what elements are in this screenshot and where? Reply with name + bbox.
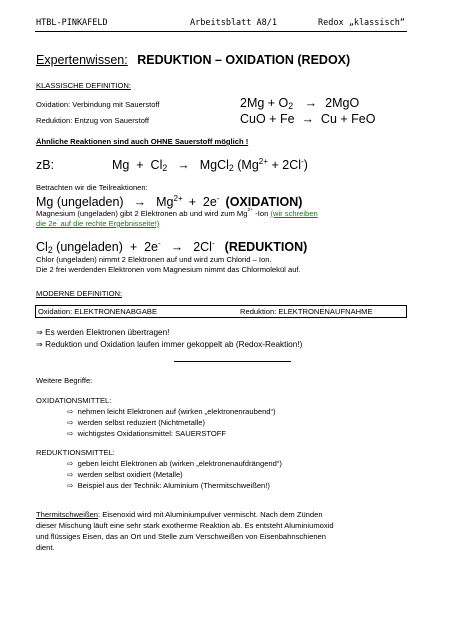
header-rule	[35, 31, 407, 32]
classic-ox-equation: $2Mg + O_2 \to 2MgO$	[240, 96, 360, 111]
partial-intro: Betrachten wir die Teilreaktionen:	[36, 183, 148, 192]
zb-label: zB:	[36, 158, 55, 172]
classic-red-label: Reduktion: Entzug von Sauerstoff	[36, 116, 149, 125]
modern-heading: MODERNE DEFINITION:	[36, 289, 123, 298]
separator-line	[174, 361, 291, 362]
bullet-arrow-icon: ⇨	[67, 418, 74, 427]
redmittel-heading: REDUKTIONSMITTEL:	[36, 448, 115, 457]
title-main: REDUKTION – OXIDATION (REDOX)	[137, 53, 351, 67]
bullet-arrow-icon: ⇨	[67, 470, 74, 479]
header-school: HTBL-PINKAFELD	[36, 18, 108, 28]
implies-icon: ⇒	[36, 340, 43, 349]
partial-ox-text-1: Magnesium (ungeladen) gibt 2 Elektronen ab und wird zum $Mg^{2+}$ -Ion (wir schreiben	[36, 208, 318, 218]
bullet-arrow-icon: ⇨	[67, 407, 74, 416]
thermit-line-2: dieser Mischung läuft eine sehr stark exotherme Reaktion ab. Es entsteht Aluminiumoxid	[36, 521, 334, 530]
oxmittel-item: ⇨ werden selbst reduziert (Nichtmetalle)	[67, 418, 206, 427]
header-sheet: Arbeitsblatt A8/1	[190, 18, 277, 28]
implies-icon: ⇒	[36, 328, 43, 337]
bullet-arrow-icon: ⇨	[67, 459, 74, 468]
classic-heading: KLASSISCHE DEFINITION:	[36, 81, 131, 90]
oxmittel-heading: OXIDATIONSMITTEL:	[36, 396, 112, 405]
zb-equation: $Mg + Cl_2$ → MgCl$_2$ $(Mg^{2+} + 2Cl^-)$	[112, 157, 308, 173]
modern-point-1: ⇒ Es werden Elektronen übertragen!	[36, 328, 170, 337]
page-title	[36, 53, 350, 67]
redmittel-item: ⇨ werden selbst oxidiert (Metalle)	[67, 470, 183, 479]
oxmittel-item: ⇨ wichtigstes Oxidationsmittel: SAUERSTOFF	[67, 429, 227, 438]
partial-red-text-2: Die 2 frei werdenden Elektronen vom Magnesium nimmt das Chlormolekül auf.	[36, 265, 301, 274]
redmittel-item: ⇨ Beispiel aus der Technik: Aluminium (Thermitschweißen!)	[67, 481, 270, 490]
bullet-arrow-icon: ⇨	[67, 481, 74, 490]
thermit-line-4: dient.	[36, 543, 55, 552]
title-prefix: Expertenwissen:	[36, 53, 128, 67]
redmittel-item: ⇨ geben leicht Elektronen ab (wirken „elektronenaufdrängend“)	[67, 459, 282, 468]
classic-ox-label: Oxidation: Verbindung mit Sauerstoff	[36, 100, 160, 109]
partial-ox-text-2: die 2e- auf die rechte Ergebnisseite!)	[36, 218, 160, 228]
further-heading: Weitere Begriffe:	[36, 376, 93, 385]
partial-red-text-1: Chlor (ungeladen) nimmt 2 Elektronen auf und wird zum Chlorid – Ion.	[36, 255, 272, 264]
modern-point-2: ⇒ Reduktion und Oxidation laufen immer gekoppelt ab (Redox-Reaktion!)	[36, 340, 303, 349]
modern-definition-box	[35, 305, 407, 318]
partial-red-equation: $Cl_2$ (ungeladen) + 2e- → 2Cl- (REDUKTION)	[36, 239, 308, 255]
bullet-arrow-icon: ⇨	[67, 429, 74, 438]
note-without-oxygen: Ähnliche Reaktionen sind auch OHNE Sauerstoff möglich !	[36, 137, 249, 146]
header-topic: Redox „klassisch“	[318, 18, 405, 28]
modern-red: Reduktion: ELEKTRONENAUFNAHME	[240, 307, 373, 316]
oxmittel-item: ⇨ nehmen leicht Elektronen auf (wirken „elektronenraubend“)	[67, 407, 276, 416]
thermit-line-1: Thermitschweißen: Eisenoxid wird mit Aluminiumpulver vermischt. Nach dem Zünden	[36, 510, 323, 519]
partial-ox-equation: Mg (ungeladen) → $Mg^{2+} + 2e^-$ (OXIDATION)	[36, 194, 303, 209]
classic-red-equation: CuO + Fe → Cu + FeO	[240, 112, 376, 126]
modern-ox: Oxidation: ELEKTRONENABGABE	[38, 307, 158, 316]
thermit-line-3: und flüssiges Eisen, das an Ort und Stelle zum Verschweißen von Eisenbahnschienen	[36, 532, 326, 541]
